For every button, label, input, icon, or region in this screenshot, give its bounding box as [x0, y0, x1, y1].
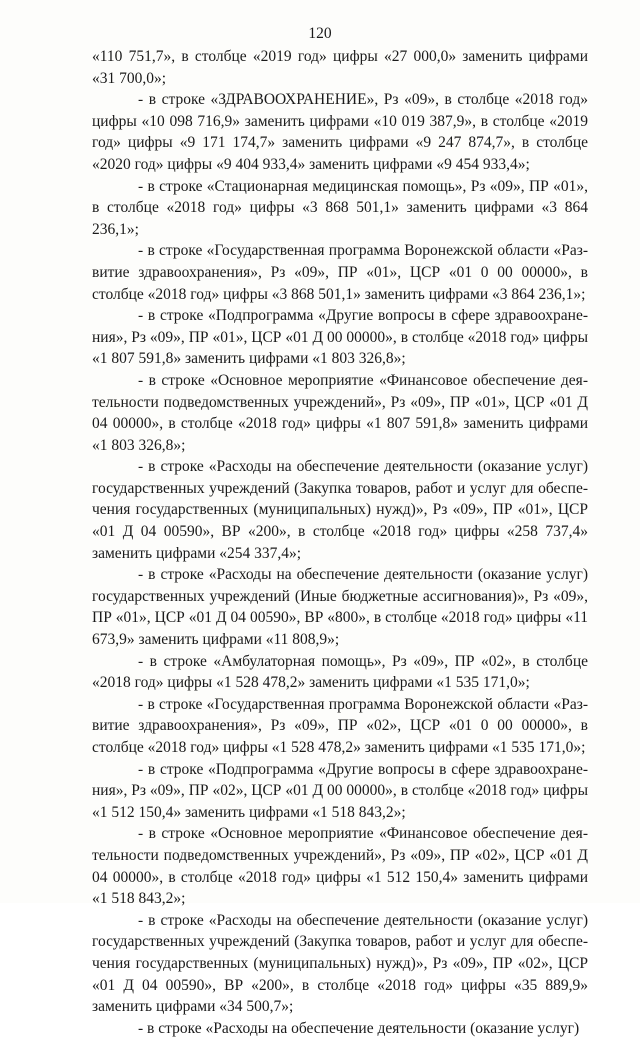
paragraph: - в строке «Государственная программа Воронежской области «Развитие здравоохранения», Рз «09», ПР «02», ЦСР «01 0 00 00000», в столбце «2018 год» цифры «1 528 478,2» заменить цифрами «1 535 171,0»; — [92, 695, 588, 756]
paragraph: - в строке «Государственная программа Воронежской области «Развитие здравоохранения», Рз «09», ПР «01», ЦСР «01 0 00 00000», в столбце «2018 год» цифры «3 868 501,1» заменить цифрами «3 864 236,1»; — [92, 242, 588, 303]
paragraph: - в строке «Основное мероприятие «Финансовое обеспечение деятельности подведомственных учреждений», Рз «09», ПР «01», ЦСР «01 Д 04 00000», в столбце «2018 год» цифры «1 807 591,8» заменить цифрами «1 803 326,8»; — [92, 371, 588, 454]
paragraph: - в строке «Подпрограмма «Другие вопросы в сфере здравоохранения», Рз «09», ПР «01», ЦСР «01 Д 00 00000», в столбце «2018 год» цифры «1 807 591,8» заменить цифрами «1 803 326,8»; — [92, 307, 588, 368]
paragraph: - в строке «Основное мероприятие «Финансовое обеспечение деятельности подведомственных учреждений», Рз «09», ПР «02», ЦСР «01 Д 04 00000», в столбце «2018 год» цифры «1 512 150,4» заменить цифрами «1 518 843,2»; — [92, 825, 588, 908]
paragraph: - в строке «Амбулаторная помощь», Рз «09», ПР «02», в столбце «2018 год» цифры «1 528 478,2» заменить цифрами «1 535 171,0»; — [92, 652, 588, 692]
page-number: 120 — [308, 25, 332, 42]
paragraph: - в строке «Расходы на обеспечение деятельности (оказание услуг) государственных учреждений (Закупка товаров, работ и услуг для обеспечения государственных (муниципальных) нужд)», Рз «09», ПР «01», ЦСР «01 Д 04 00590», ВР «200», в столбце «2018 год» цифры «258 737,4» заменить цифрами «254 337,4»; — [92, 458, 588, 562]
body-text — [92, 46, 588, 1039]
paragraph: «110 751,7», в столбце «2019 год» цифры «27 000,0» заменить цифрами «31 700,0»; — [92, 48, 588, 87]
paragraph: - в строке «ЗДРАВООХРАНЕНИЕ», Рз «09», в столбце «2018 год» цифры «10 098 716,9» заменить цифрами «10 019 387,9», в столбце «2019 год» цифры «9 171 174,7» заменить цифрами «9 247 874,7», в столбце «2020 год» цифры «9 404 933,4» заменить цифрами «9 454 933,4»; — [92, 91, 588, 173]
paragraph: - в строке «Расходы на обеспечение деятельности (оказание услуг) государственных учреждений (Иные бюджетные ассигнования)», Рз «09», ПР «01», ЦСР «01 Д 04 00590», ВР «800», в столбце «2018 год» цифры «11 673,9» заменить цифрами «11 808,9»; — [92, 566, 588, 649]
paragraph: - в строке «Расходы на обеспечение деятельности (оказание услуг) — [138, 1019, 580, 1037]
paragraph: - в строке «Расходы на обеспечение деятельности (оказание услуг) государственных учреждений (Закупка товаров, работ и услуг для обеспечения государственных (муниципальных) нужд)», Рз «09», ПР «02», ЦСР «01 Д 04 00590», ВР «200», в столбце «2018 год» цифры «35 889,9» заменить цифрами «34 500,7»; — [92, 911, 588, 1016]
paragraph: - в строке «Подпрограмма «Другие вопросы в сфере здравоохранения», Рз «09», ПР «02», ЦСР «01 Д 00 00000», в столбце «2018 год» цифры «1 512 150,4» заменить цифрами «1 518 843,2»; — [92, 760, 588, 821]
paragraph: - в строке «Стационарная медицинская помощь», Рз «09», ПР «01», в столбце «2018 год» цифры «3 868 501,1» заменить цифрами «3 864 236,1»; — [92, 177, 588, 238]
